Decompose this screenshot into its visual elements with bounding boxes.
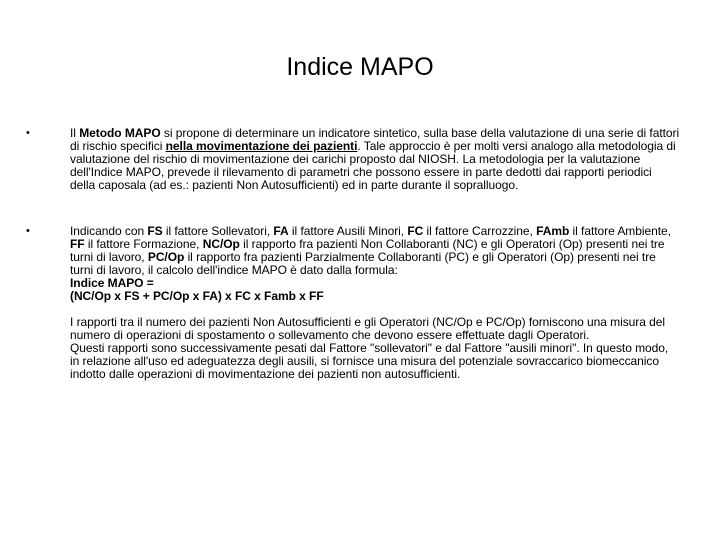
paragraph [70, 127, 680, 192]
bold-term: FC [407, 224, 424, 238]
text-run: Indicando con [70, 224, 148, 238]
text-run: il rapporto fra pazienti Parzialmente Collaboranti (PC) e gli Operatori (Op) presenti nei tre turni di lavoro, il calcolo dell'indice MAPO è dato dalla formula: [70, 250, 656, 277]
slide-title: Indice MAPO [286, 53, 434, 81]
paragraph: Questi rapporti sono successivamente pesati dal Fattore "sollevatori" e dal Fattore "ausili minori". In questo modo, in relazione all'uso ed adeguatezza degli ausili, si fornisce una misura del potenziale sovraccarico biomeccanico indotto dalle operazioni di movimentazione dei pazienti non autosufficienti. [70, 341, 669, 381]
formula-text: (NC/Op x FS + PC/Op x FA) x FC x Famb x FF [70, 289, 324, 303]
bold-term: NC/Op [202, 237, 240, 251]
text-run: il fattore Carrozzine, [423, 224, 537, 238]
bullet-marker: • [26, 225, 30, 237]
formula [70, 290, 680, 303]
text-run: il fattore Formazione, [84, 237, 203, 251]
bullet-marker: • [26, 127, 30, 139]
text-run: il rapporto fra pazienti Non Collaboranti (NC) e gli Operatori (Op) presenti nei tre turni di lavoro, [70, 237, 665, 264]
text-run: Il [70, 126, 80, 140]
text-run: si propone di determinare un indicatore sintetico, sulla base della valutazione di una serie di fattori di rischio specifici [70, 126, 680, 153]
bold-term: FF [70, 237, 85, 251]
bold-term: PC/Op [147, 250, 185, 264]
text-run: il fattore Sollevatori, [162, 224, 274, 238]
bold-term: FAmb [536, 224, 570, 238]
paragraph [70, 225, 680, 277]
text-run: il fattore Ausili Minori, [288, 224, 408, 238]
text-run: . Tale approccio è per molti versi analogo alla metodologia di valutazione del rischio di movimentazione dei carichi proposto dal NIOSH. La metodologia per la valutazione dell'Indice MAPO, prevede il rilevamento di parametri che possono essere in parte dedotti dai rapporti periodici della caposala (ad es.: pazienti Non Autosufficienti) ed in parte durante il sopralluogo. [70, 139, 676, 192]
bold-term: FS [147, 224, 163, 238]
bullet-text [70, 127, 680, 192]
bold-term: Metodo MAPO [79, 126, 161, 140]
paragraph: I rapporti tra il numero dei pazienti Non Autosufficienti e gli Operatori (NC/Op e PC/Op) forniscono una misura del numero di operazioni di spostamento o sollevamento che devono essere effettuate dagli Operatori. [70, 315, 665, 342]
bullet-text [70, 225, 680, 381]
formula-label-text: Indice MAPO = [70, 276, 154, 290]
underlined-phrase: nella movimentazione dei pazienti [165, 139, 358, 153]
text-run: il fattore Ambiente, [569, 224, 671, 238]
bold-term: FA [273, 224, 289, 238]
